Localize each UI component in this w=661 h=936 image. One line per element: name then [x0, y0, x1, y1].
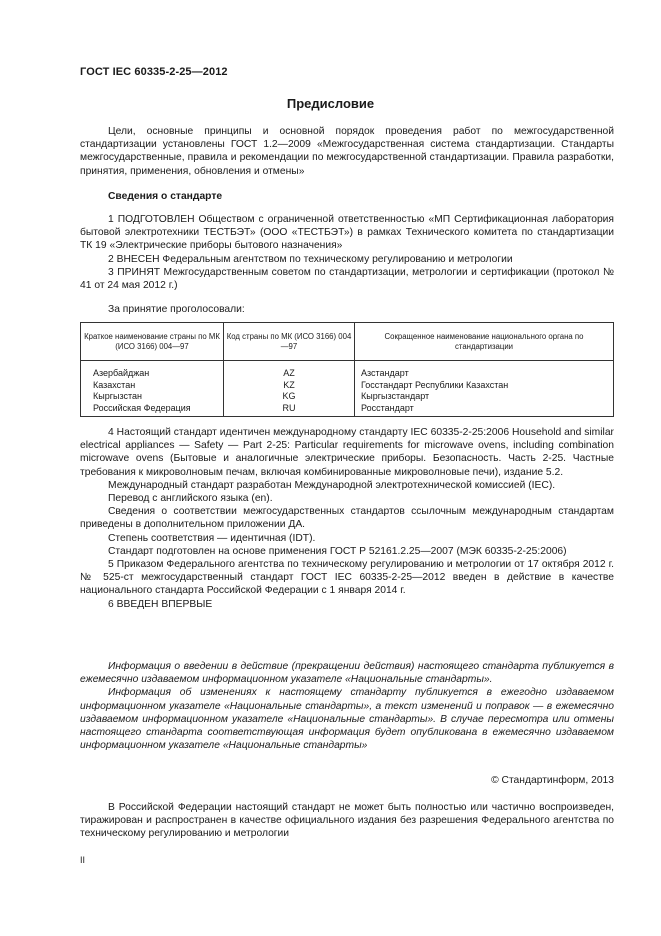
intro-paragraph: Цели, основные принципы и основной порядок проведения работ по межгосударственной стандартизации установлены ГОСТ 1.2—2009 «Межгосударственная система стандартизации. Стандарты межгосударственные, правила и рекомендации по межгосударственной стандартизации. Правила разработки, принятия, применения, обновления и отмены»: [80, 126, 614, 177]
table-row: [81, 403, 614, 417]
notice-paragraph-2: Информация об изменениях к настоящему стандарту публикуется в ежегодно издаваемом информационном указателе «Национальные стандарты», а текст изменений и поправок — в ежемесячно издаваемом информационном указателе «Национальные стандарты». В случае пересмотра или отмены настоящего стандарта соответствующая информация будет опубликована в ежемесячно издаваемом информационном указателе «Национальные стандарты»: [80, 687, 614, 752]
cell-country: Кыргызстан: [81, 391, 224, 403]
col-header-country: Краткое наименование страны по МК (ИСО 3166) 004—97: [81, 323, 224, 361]
cell-country: Азербайджан: [81, 361, 224, 380]
item-4-identical: 4 Настоящий стандарт идентичен международному стандарту IEC 60335-2-25:2006 Household and similar electrical appliances — Safety — Part 2-25: Particular requirements for microwave ovens, including combination microwave ovens (Бытовые и аналогичные электрические приборы. Безопасность. Часть 2-25. Частные требования к микроволновым печам, включая комбинированные микроволновые печи), издание 5.2.: [80, 427, 614, 478]
item-3-adopted: 3 ПРИНЯТ Межгосударственным советом по стандартизации, метрологии и сертификации (протокол № 41 от 24 мая 2012 г.): [80, 266, 614, 292]
voting-countries-table: [80, 322, 614, 417]
cell-body: Росстандарт: [355, 403, 614, 417]
table-row: [81, 361, 614, 380]
cell-code: KG: [224, 391, 355, 403]
item-4-block: [80, 426, 614, 611]
table-row: [81, 380, 614, 392]
cell-code: AZ: [224, 361, 355, 380]
cell-body: Госстандарт Республики Казахстан: [355, 380, 614, 392]
item-4-developer: Международный стандарт разработан Международной электротехнической комиссией (IEC).: [108, 479, 556, 491]
publication-notice: [80, 660, 614, 752]
info-heading: Сведения о стандарте: [108, 191, 223, 202]
item-4-basis: Стандарт подготовлен на основе применения ГОСТ Р 52161.2.25—2007 (МЭК 60335-2-25:2006): [108, 545, 567, 557]
cell-body: Кыргызстандарт: [355, 391, 614, 403]
notice-paragraph-1: Информация о введении в действие (прекращении действия) настоящего стандарта публикуется в ежемесячно издаваемом информационном указателе «Национальные стандарты».: [80, 661, 614, 686]
table-row: [81, 391, 614, 403]
cell-code: RU: [224, 403, 355, 417]
item-4-references: Сведения о соответствии межгосударственных стандартов ссылочным международным стандартам приведены в дополнительном приложении ДА.: [80, 506, 614, 531]
col-header-body: Сокращенное наименование национального органа по стандартизации: [355, 323, 614, 361]
cell-body: Азстандарт: [355, 361, 614, 380]
cell-code: KZ: [224, 380, 355, 392]
copyright: © Стандартинформ, 2013: [491, 775, 614, 786]
item-5-order: 5 Приказом Федерального агентства по техническому регулированию и метрологии от 17 октября 2012 г. № 525-ст межгосударственный стандарт ГОСТ IEC 60335-2-25—2012 введен в действие в качестве национального стандарта Российской Федерации с 1 января 2014 г.: [80, 559, 614, 597]
cell-country: Казахстан: [81, 380, 224, 392]
standard-info-block: [80, 213, 614, 316]
item-2-introduced: 2 ВНЕСЕН Федеральным агентством по техническому регулированию и метрологии: [108, 253, 513, 265]
col-header-code: Код страны по МК (ИСО 3166) 004—97: [224, 323, 355, 361]
cell-country: Российская Федерация: [81, 403, 224, 417]
item-6-introduced: 6 ВВЕДЕН ВПЕРВЫЕ: [108, 598, 213, 610]
item-4-translation: Перевод с английского языка (en).: [108, 493, 273, 505]
item-1-prepared: 1 ПОДГОТОВЛЕН Обществом с ограниченной ответственностью «МП Сертификационная лаборатория бытовой электротехники ТЕСТБЭТ» (ООО «ТЕСТБЭТ») в рамках Технического комитета по стандартизации ТК 19 «Электрические приборы бытового назначения»: [80, 214, 614, 252]
document-code-header: ГОСТ IEC 60335-2-25—2012: [80, 66, 228, 78]
reproduction-notice: В Российской Федерации настоящий стандарт не может быть полностью или частично воспроизведен, тиражирован и распространен в качестве официального издания без разрешения Федерального агентства по техническому регулированию и метрологии: [80, 802, 614, 840]
table-header-row: [81, 323, 614, 361]
page-title: Предисловие: [286, 96, 375, 111]
voted-label: За принятие проголосовали:: [108, 304, 245, 316]
page-number: II: [80, 855, 86, 865]
item-4-degree: Степень соответствия — идентичная (IDT).: [108, 532, 316, 544]
